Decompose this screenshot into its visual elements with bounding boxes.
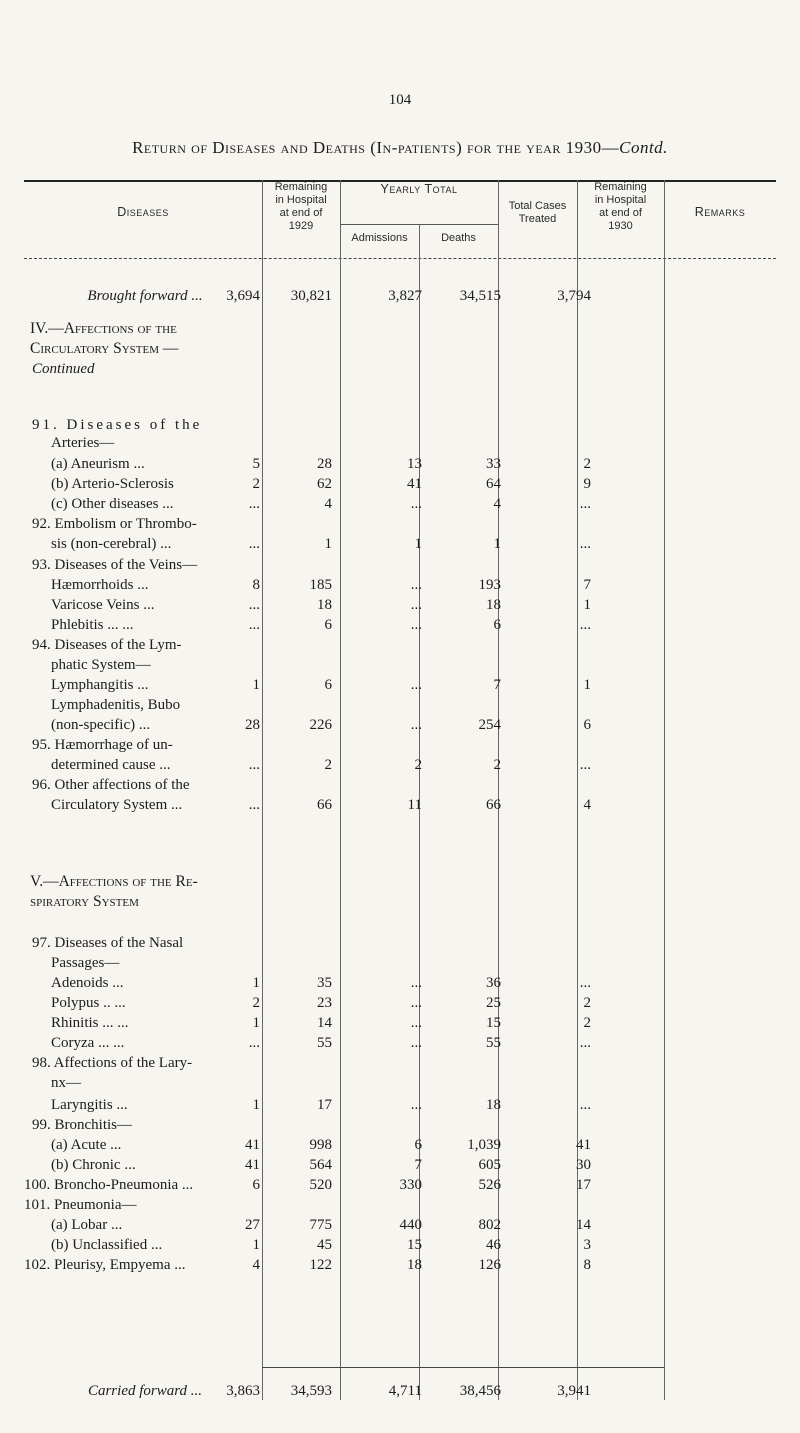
cell-admissions: 66 <box>317 797 332 813</box>
table-row <box>0 1096 800 1114</box>
cell-total-cases: 6 <box>493 617 501 633</box>
cell-admissions: 45 <box>317 1237 332 1253</box>
cell-admissions: 23 <box>317 995 332 1011</box>
cell-remaining-1929: 1 <box>252 677 260 693</box>
cell-deaths: 330 <box>399 1177 422 1193</box>
cell-remaining-1929: 5 <box>252 456 260 472</box>
header-admissions: Admissions <box>351 232 408 244</box>
cell-deaths: 18 <box>407 1257 422 1273</box>
cell-remaining-1930: 6 <box>583 717 591 733</box>
row-label: V.—Affections of the Re- <box>30 873 198 890</box>
cell-total-cases: 2 <box>493 757 501 773</box>
cell-admissions: 998 <box>309 1137 332 1153</box>
cell-remaining-1930: 2 <box>583 1015 591 1031</box>
cell-remaining-1930: 17 <box>576 1177 591 1193</box>
section-heading <box>0 360 800 378</box>
cell-admissions: 122 <box>309 1257 332 1273</box>
cell-remaining-1929: 3,863 <box>226 1383 260 1399</box>
header-line: at end of <box>279 207 323 219</box>
row-label: 96. Other affections of the <box>32 777 190 793</box>
cell-admissions: 1 <box>324 536 332 552</box>
cell-remaining-1929: ... <box>248 1035 260 1051</box>
row-label: (b) Unclassified ... <box>51 1237 163 1253</box>
row-label: Phlebitis ... ... <box>51 617 134 633</box>
cell-total-cases: 193 <box>478 577 501 593</box>
cell-remaining-1930: 2 <box>583 456 591 472</box>
table-row <box>0 1136 800 1154</box>
table-row <box>0 1382 800 1400</box>
cell-total-cases: 64 <box>486 476 501 492</box>
header-remaining-1929 <box>262 181 340 233</box>
cell-total-cases: 1 <box>493 536 501 552</box>
table-row <box>0 475 800 493</box>
cell-deaths: 7 <box>414 1157 422 1173</box>
cell-admissions: 28 <box>317 456 332 472</box>
header-line: in Hospital <box>594 194 647 206</box>
row-label: 91. Diseases of the <box>32 417 203 433</box>
cell-admissions: 520 <box>309 1177 332 1193</box>
table-row <box>0 576 800 594</box>
cell-admissions: 185 <box>309 577 332 593</box>
header-yearly-total: Yearly Total <box>380 182 458 196</box>
cell-deaths: ... <box>410 597 422 613</box>
row-label: Continued <box>32 361 95 377</box>
table-row <box>0 736 800 754</box>
table-row <box>0 1034 800 1052</box>
cell-total-cases: 34,515 <box>459 288 501 304</box>
row-label: Rhinitis ... ... <box>51 1015 129 1031</box>
table-row <box>0 616 800 634</box>
row-label: IV.—Affections of the <box>30 320 177 337</box>
table-row <box>0 994 800 1012</box>
cell-deaths: 15 <box>407 1237 422 1253</box>
row-label: Laryngitis ... <box>51 1097 128 1113</box>
row-label: Adenoids ... <box>51 975 124 991</box>
cell-remaining-1929: ... <box>248 797 260 813</box>
table-row <box>0 676 800 694</box>
cell-admissions: 564 <box>309 1157 332 1173</box>
table-row <box>0 515 800 533</box>
cell-total-cases: 66 <box>486 797 501 813</box>
cell-deaths: 6 <box>414 1137 422 1153</box>
row-label: Coryza ... ... <box>51 1035 125 1051</box>
cell-total-cases: 605 <box>478 1157 501 1173</box>
section-heading <box>0 873 800 891</box>
section-heading <box>0 320 800 338</box>
cell-remaining-1929: 41 <box>245 1157 260 1173</box>
row-label: 102. Pleurisy, Empyema ... <box>24 1257 186 1273</box>
table-row <box>0 556 800 574</box>
row-label: Lymphangitis ... <box>51 677 149 693</box>
row-label: nx— <box>51 1075 81 1091</box>
section-heading <box>0 893 800 911</box>
row-label: Circulatory System — <box>30 340 179 357</box>
row-label: (c) Other diseases ... <box>51 496 174 512</box>
row-label: spiratory System <box>30 893 139 910</box>
cell-remaining-1929: 28 <box>245 717 260 733</box>
table-row <box>0 696 800 714</box>
cell-deaths: 1 <box>414 536 422 552</box>
table-row <box>0 1116 800 1134</box>
cell-deaths: 41 <box>407 476 422 492</box>
row-label: 95. Hæmorrhage of un- <box>32 737 173 753</box>
row-label: (non-specific) ... <box>51 717 151 733</box>
cell-deaths: ... <box>410 617 422 633</box>
cell-admissions: 35 <box>317 975 332 991</box>
cell-remaining-1929: 2 <box>252 476 260 492</box>
cell-admissions: 55 <box>317 1035 332 1051</box>
row-label: Carried forward ... <box>87 1383 203 1399</box>
cell-total-cases: 4 <box>493 496 501 512</box>
row-label: (a) Lobar ... <box>51 1217 123 1233</box>
cell-admissions: 14 <box>317 1015 332 1031</box>
row-label: (b) Chronic ... <box>51 1157 136 1173</box>
table-row <box>0 716 800 734</box>
table-row <box>0 1216 800 1234</box>
cell-remaining-1929: 27 <box>245 1217 260 1233</box>
cell-admissions: 6 <box>324 617 332 633</box>
cell-deaths: 2 <box>414 757 422 773</box>
cell-total-cases: 18 <box>486 1097 501 1113</box>
cell-remaining-1929: 8 <box>252 577 260 593</box>
table-row <box>0 954 800 972</box>
row-label: Passages— <box>51 955 120 971</box>
header-line: Remaining <box>594 181 647 193</box>
header-line: Remaining <box>274 181 328 193</box>
table-row <box>0 756 800 774</box>
cell-remaining-1930: 1 <box>583 597 591 613</box>
cell-deaths: 440 <box>399 1217 422 1233</box>
table-row <box>0 1236 800 1254</box>
cell-remaining-1930: 41 <box>576 1137 591 1153</box>
row-label: phatic System— <box>51 657 151 673</box>
cell-admissions: 6 <box>324 677 332 693</box>
cell-total-cases: 7 <box>493 677 501 693</box>
cell-admissions: 18 <box>317 597 332 613</box>
table-row <box>0 416 800 434</box>
cell-admissions: 775 <box>309 1217 332 1233</box>
cell-remaining-1929: 1 <box>252 975 260 991</box>
cell-remaining-1929: 1 <box>252 1015 260 1031</box>
cell-remaining-1929: 3,694 <box>226 288 260 304</box>
header-line: 1929 <box>288 220 314 232</box>
row-label: (a) Aneurism ... <box>51 456 145 472</box>
cell-total-cases: 254 <box>478 717 501 733</box>
cell-deaths: 11 <box>407 797 422 813</box>
table-row <box>0 776 800 794</box>
cell-total-cases: 18 <box>486 597 501 613</box>
cell-deaths: ... <box>410 577 422 593</box>
row-label: (b) Arterio-Sclerosis <box>51 476 174 492</box>
cell-deaths: ... <box>410 717 422 733</box>
table-row <box>0 656 800 674</box>
table-row <box>0 796 800 814</box>
cell-total-cases: 526 <box>478 1177 501 1193</box>
table-row <box>0 1054 800 1072</box>
cell-remaining-1929: 41 <box>245 1137 260 1153</box>
cell-deaths: ... <box>410 1097 422 1113</box>
header-line: in Hospital <box>275 194 327 206</box>
table-row <box>0 974 800 992</box>
header-remarks: Remarks <box>694 205 746 219</box>
title-text: Return of Diseases and Deaths (In-patients) for the year 1930— <box>132 138 620 157</box>
cell-remaining-1930: ... <box>579 496 591 512</box>
row-label: 100. Broncho-Pneumonia ... <box>24 1177 194 1193</box>
cell-deaths: 13 <box>407 456 422 472</box>
row-label: determined cause ... <box>51 757 171 773</box>
cell-admissions: 226 <box>309 717 332 733</box>
cell-deaths: ... <box>410 1035 422 1051</box>
header-deaths: Deaths <box>441 232 476 244</box>
cell-remaining-1930: 3,941 <box>557 1383 591 1399</box>
row-label: Circulatory System ... <box>51 797 183 813</box>
cell-remaining-1929: ... <box>248 536 260 552</box>
cell-deaths: ... <box>410 995 422 1011</box>
row-label: 98. Affections of the Lary- <box>32 1055 193 1071</box>
cell-remaining-1929: ... <box>248 496 260 512</box>
table-row <box>0 1074 800 1092</box>
cell-admissions: 34,593 <box>290 1383 332 1399</box>
cell-remaining-1930: 3,794 <box>557 288 591 304</box>
cell-total-cases: 36 <box>486 975 501 991</box>
table-row <box>0 1014 800 1032</box>
cell-total-cases: 126 <box>478 1257 501 1273</box>
table-row <box>0 455 800 473</box>
row-label: Hæmorrhoids ... <box>51 577 149 593</box>
cell-admissions: 2 <box>324 757 332 773</box>
table-row <box>0 1196 800 1214</box>
cell-deaths: ... <box>410 1015 422 1031</box>
cell-total-cases: 802 <box>478 1217 501 1233</box>
row-label: 94. Diseases of the Lym- <box>32 637 182 653</box>
cell-remaining-1930: 30 <box>576 1157 591 1173</box>
cell-remaining-1929: ... <box>248 597 260 613</box>
cell-remaining-1929: 1 <box>252 1097 260 1113</box>
page-number: 104 <box>388 92 412 108</box>
row-label: sis (non-cerebral) ... <box>51 536 172 552</box>
row-label: Brought forward ... <box>87 288 203 304</box>
row-label: (a) Acute ... <box>51 1137 122 1153</box>
cell-deaths: ... <box>410 496 422 512</box>
title-suffix: Contd. <box>619 138 668 157</box>
table-row <box>0 1176 800 1194</box>
cell-remaining-1930: ... <box>579 1035 591 1051</box>
row-label: Lymphadenitis, Bubo <box>51 697 181 713</box>
cell-remaining-1930: ... <box>579 1097 591 1113</box>
table-row <box>0 287 800 305</box>
row-label: 92. Embolism or Thrombo- <box>32 516 197 532</box>
cell-remaining-1930: 3 <box>583 1237 591 1253</box>
cell-remaining-1929: 2 <box>252 995 260 1011</box>
cell-deaths: ... <box>410 975 422 991</box>
cell-remaining-1929: ... <box>248 757 260 773</box>
cell-total-cases: 38,456 <box>459 1383 501 1399</box>
cell-admissions: 4 <box>324 496 332 512</box>
cell-remaining-1930: 8 <box>583 1257 591 1273</box>
cell-admissions: 30,821 <box>290 288 332 304</box>
row-label: Polypus .. ... <box>51 995 126 1011</box>
header-total-cases <box>498 200 577 226</box>
row-label: 99. Bronchitis— <box>32 1117 132 1133</box>
table-row <box>0 934 800 952</box>
cell-total-cases: 25 <box>486 995 501 1011</box>
cell-remaining-1929: 1 <box>252 1237 260 1253</box>
table-row <box>0 1256 800 1274</box>
cell-deaths: 4,711 <box>388 1383 422 1399</box>
cell-remaining-1930: 9 <box>583 476 591 492</box>
cell-remaining-1930: 2 <box>583 995 591 1011</box>
table-row <box>0 495 800 513</box>
header-line: at end of <box>599 207 642 219</box>
cell-total-cases: 1,039 <box>467 1137 501 1153</box>
header-remaining-1930 <box>577 181 664 233</box>
section-heading <box>0 340 800 358</box>
cell-remaining-1930: ... <box>579 757 591 773</box>
row-label: 101. Pneumonia— <box>24 1197 137 1213</box>
total-rule <box>262 1367 664 1368</box>
cell-remaining-1929: ... <box>248 617 260 633</box>
header-line: Treated <box>518 213 557 225</box>
cell-remaining-1929: 4 <box>252 1257 260 1273</box>
table-row <box>0 636 800 654</box>
row-label: Arteries— <box>51 435 115 451</box>
table-row <box>0 1156 800 1174</box>
cell-remaining-1930: ... <box>579 975 591 991</box>
cell-remaining-1930: ... <box>579 617 591 633</box>
header-diseases: Diseases <box>117 205 169 219</box>
table-row <box>0 596 800 614</box>
cell-total-cases: 55 <box>486 1035 501 1051</box>
table-title <box>0 138 800 158</box>
row-label: 93. Diseases of the Veins— <box>32 557 198 573</box>
table-row <box>0 434 800 452</box>
cell-remaining-1930: 7 <box>583 577 591 593</box>
cell-total-cases: 33 <box>486 456 501 472</box>
cell-total-cases: 46 <box>486 1237 501 1253</box>
cell-remaining-1930: 4 <box>583 797 591 813</box>
cell-admissions: 62 <box>317 476 332 492</box>
header-line: 1930 <box>608 220 633 232</box>
header-line: Total Cases <box>508 200 567 212</box>
cell-deaths: ... <box>410 677 422 693</box>
row-label: 97. Diseases of the Nasal <box>32 935 184 951</box>
cell-remaining-1929: 6 <box>252 1177 260 1193</box>
row-label: Varicose Veins ... <box>51 597 155 613</box>
cell-deaths: 3,827 <box>388 288 422 304</box>
cell-remaining-1930: ... <box>579 536 591 552</box>
cell-remaining-1930: 1 <box>583 677 591 693</box>
table-row <box>0 535 800 553</box>
cell-total-cases: 15 <box>486 1015 501 1031</box>
cell-remaining-1930: 14 <box>576 1217 591 1233</box>
cell-admissions: 17 <box>317 1097 332 1113</box>
